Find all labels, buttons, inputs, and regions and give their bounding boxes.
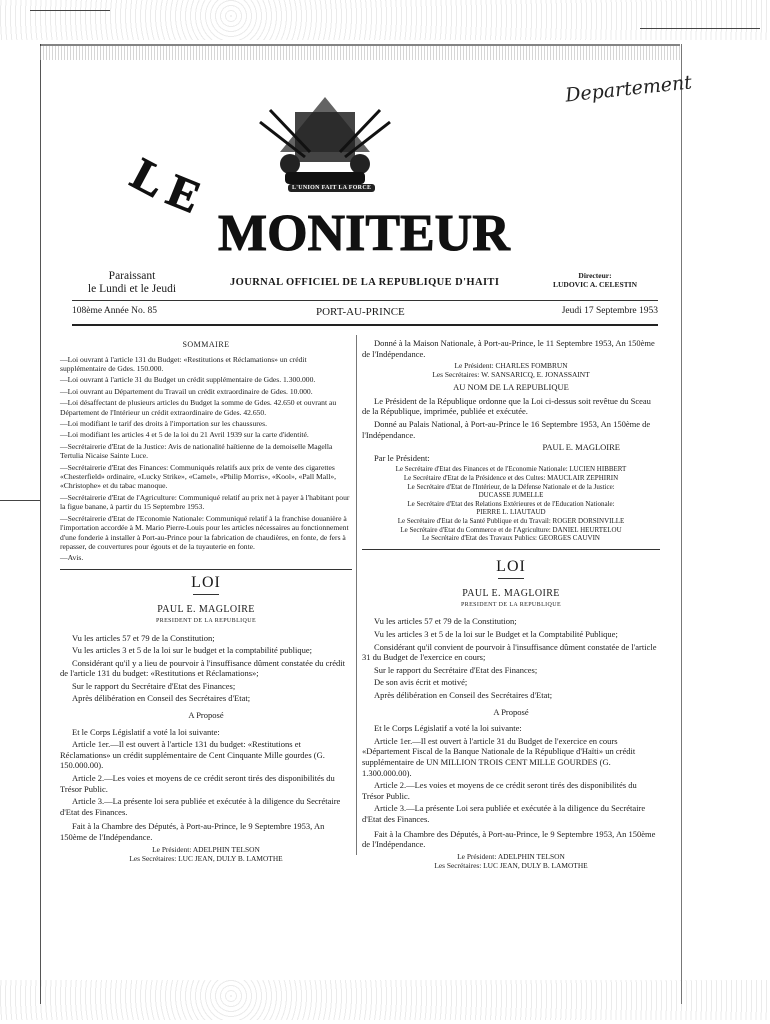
au-nom-heading: AU NOM DE LA REPUBLIQUE [453,382,569,393]
fait-paragraph: Fait à la Chambre des Députés, à Port-au-Prince, le 9 Septembre 1953, An 150ème de l'Indépendance. [362,828,656,850]
short-rule [193,594,219,595]
section-rule [362,549,660,550]
signature-secretaries: Les Secrétaires: LUC JEAN, DULY B. LAMOTHE [129,853,283,863]
coat-of-arms-icon [260,97,390,184]
page-top-border [40,44,680,60]
preamble-paragraph: Considérant qu'il convient de pourvoir à l'insuffisance dûment constatée de l'article 31 du Budget de l'exercice en cours; [362,641,657,663]
sommaire-item: —Loi modifiant les articles 4 et 5 de la loi du 21 Avril 1939 sur la carte d'identité. [60,430,309,440]
publication-schedule [72,270,192,296]
minister-line: Le Secrétaire d'Etat des Travaux Publics: GEORGES CAUVIN [422,534,600,543]
left-column [60,338,352,863]
corps-line: Et le Corps Législatif a voté la loi suivante: [72,726,220,737]
header-rule-bottom [72,324,658,326]
minister-line: PIERRE L. LIAUTAUD [476,508,546,517]
preamble-paragraph: Sur le rapport du Secrétaire d'Etat des Finances; [374,664,538,675]
title-letter-E: E [160,163,208,223]
preamble-paragraph: Vu les articles 3 et 5 de la loi sur le Budget et la Comptabilité Publique; [374,629,618,640]
minister-line: Le Secrétaire d'Etat des Finances et de l'Economie Nationale: LUCIEN HIBBERT [395,465,627,474]
sommaire-list [60,355,352,563]
minister-line: Le Secrétaire d'Etat du Commerce et de l'Agriculture: DANIEL HEURTELOU [400,525,622,534]
chamber-president: Le Président: CHARLES FOMBRUN [454,361,568,371]
header-rule-top [72,300,658,301]
ordonne-paragraph: Le Président de la République ordonne que la Loi ci-dessus soit revêtue du Sceau de la République, imprimée, publiée et exécutée. [362,395,651,417]
preamble-paragraph: De son avis écrit et motivé; [374,677,468,688]
schedule-line-1: Paraissant [108,270,156,282]
issue-city: PORT-AU-PRINCE [316,306,405,318]
director-name: LUDOVIC A. CELESTIN [553,280,637,289]
donne-palais-paragraph: Donné au Palais National, à Port-au-Prince le 16 Septembre 1953, An 150ème de l'Indépendance. [362,418,651,440]
preamble-paragraph: Sur le rapport du Secrétaire d'Etat des Finances; [72,680,236,691]
corps-line: Et le Corps Législatif a voté la loi suivante: [374,723,522,734]
article-paragraph: Article 3.—La présente loi sera publiée et exécutée à la diligence du Secrétaire d'Etat des Finances. [60,796,341,817]
director-label: Directeur: [578,271,612,280]
preamble-paragraph: Vu les articles 3 et 5 de la loi sur le budget et la comptabilité publique; [72,645,313,656]
preamble-paragraph: Après délibération en Conseil des Secrétaires d'Etat; [374,690,553,701]
ministers-list [362,465,660,542]
donne-paragraph: Donné à la Maison Nationale, à Port-au-Prince, le 11 Septembre 1953, An 150ème de l'Indépendance. [362,338,655,359]
fait-paragraph: Fait à la Chambre des Députés, à Port-au-Prince, le 9 Septembre 1953, An 150ème de l'Indépendance. [60,821,325,842]
scan-mark [0,500,40,501]
president-name: PAUL E. MAGLOIRE [462,588,560,600]
minister-line: Le Secrétaire d'Etat de l'Intérieur, de la Défense Nationale et de la Justice: [407,482,615,491]
loi-heading: LOI [496,557,526,575]
preamble-paragraph: Considérant qu'il y a lieu de pourvoir à l'insuffisance dûment constatée du crédit de l'article 131 du budget: «Restitutions et Réclamations»; [60,657,345,679]
masthead [100,92,540,262]
president-title: PRESIDENT DE LA REPUBLIQUE [460,601,562,608]
minister-line: Le Secrétaire d'Etat des Relations Extérieures et de l'Education Nationale: [407,499,615,508]
handwritten-annotation: Departement [564,71,693,107]
sommaire-item: —Secrétairerie d'Etat de l'Economie Nationale: Communiqué relatif à la franchise douanière à l'importation accordée à M. Mario Pierre-Louis pour les articles nécessaires au fonctionnement d'une fonderie à installer à Port-au-Prince pour la fabrication de chaudières, en fonte, de fers à repasser, de couvertures pour égouts et de la tuyauterie en fonte. [60,513,349,551]
sommaire-item: —Secrétairerie d'Etat des Finances: Communiqués relatifs aux prix de vente des cigarettes «Chesterfield» ordinaire, «Lucky Strike», «Camel», «Philip Morris», «Kool», «Pall Mall», «Christophe» et du tabac manoque. [60,462,337,491]
masthead-title-graphic [100,92,540,262]
scan-mark [640,28,760,29]
president-name: PAUL E. MAGLOIRE [157,604,255,616]
issue-line [72,306,658,320]
propose-line: A Proposé [188,710,224,721]
article-paragraph: Article 1er.—Il est ouvert à l'article 131 du budget: «Restitutions et Réclamations» un crédit supplémentaire de Cent Cinquante Mille gourdes (G. 150.000.00). [60,739,325,771]
loi-heading: LOI [191,573,221,591]
right-column [362,338,660,870]
propose-line: A Proposé [493,706,529,717]
minister-line: Le Secrétaire d'Etat de la Santé Publique et du Travail: ROGER DORSINVILLE [397,516,625,525]
section-rule [60,569,352,570]
sommaire-item: —Secrétairerie d'Etat de l'Agriculture: Communiqué relatif au prix net à payer à l'habitant pour la figue banane, à partir du 15 Septembre 1953. [60,492,350,512]
article-paragraph: Article 1er.—Il est ouvert à l'article 31 du Budget de l'exercice en cours «Département Fiscal de la Banque Nationale de la République d'Haïti» un crédit supplémentaire de UN MILLION TROIS CENT MILLE GOURDES (G. 1.300.000.00). [362,735,636,778]
minister-line: Le Secrétaire d'Etat de la Présidence et des Cultes: MAUCLAIR ZEPHIRIN [403,473,619,482]
scan-mark [30,10,110,11]
sommaire-item: —Secrétairerie d'Etat de la Justice: Avis de nationalité haïtienne de la demoiselle Magella Tertulia Nicaise Sainte Luce. [60,441,333,461]
sommaire-item: —Loi désaffectant de plusieurs articles du Budget la somme de Gdes. 42.650 et ouvrant au Département de l'Intérieur un crédit extraordinaire de Gdes. 42.650. [60,398,337,417]
chamber-secretaries: Les Secrétaires: W. SANSARICQ, E. JONASSAINT [432,370,590,380]
issue-date: Jeudi 17 Septembre 1953 [561,306,658,316]
sommaire-item: —Loi ouvrant au Département du Travail un crédit extraordinaire de Gdes. 10.000. [60,386,313,396]
president-title: PRESIDENT DE LA REPUBLIQUE [155,617,257,624]
director-block [535,271,655,289]
preamble-paragraph: Après délibération en Conseil des Secrétaires d'Etat; [72,693,251,704]
issue-number: 108ème Année No. 85 [72,306,157,316]
preamble-paragraph: Vu les articles 57 et 79 de la Constitution; [374,616,517,627]
column-divider [356,335,357,855]
schedule-line-2: le Lundi et le Jeudi [87,283,177,295]
scan-noise-top [0,0,770,40]
sommaire-item: —Loi ouvrant à l'article 131 du Budget: «Restitutions et Réclamations» un crédit supplémentaire de Gdes. 150.000. [60,354,307,373]
preamble-paragraph: Vu les articles 57 et 79 de la Constitution; [72,632,215,643]
journal-subtitle: JOURNAL OFFICIEL DE LA REPUBLIQUE D'HAITI [230,277,500,288]
sommaire-title: SOMMAIRE [182,340,230,349]
minister-line: DUCASSE JUMELLE [478,491,544,500]
signature-magloire: PAUL E. MAGLOIRE [542,442,620,453]
short-rule [498,578,524,579]
motto-ribbon: L'UNION FAIT LA FORCE [288,184,375,192]
article-paragraph: Article 2.—Les voies et moyens de ce crédit seront tirés des disponibilités du Trésor Public. [60,773,335,794]
sommaire-item: —Loi ouvrant à l'article 31 du Budget un crédit supplémentaire de Gdes. 1.300.000. [60,375,316,385]
title-word-moniteur: MONITEUR [218,205,510,262]
par-le-president: Par le Président: [374,452,430,463]
article-paragraph: Article 2.—Les voies et moyens de ce crédit seront tirés des disponibilités du Trésor Public. [362,780,637,801]
signature-president: Le Président: ADELPHIN TELSON [152,844,260,854]
signature-president: Le Président: ADELPHIN TELSON [457,851,565,861]
article-paragraph: Article 3.—La présente Loi sera publiée et exécutée à la diligence du Secrétaire d'Etat des Finances. [362,803,646,824]
sommaire-item: —Loi modifiant le tarif des droits à l'importation sur les chaussures. [60,419,267,429]
sommaire-item: —Avis. [60,553,84,563]
title-letter-L: L [123,147,175,208]
signature-secretaries: Les Secrétaires: LUC JEAN, DULY B. LAMOTHE [434,860,588,870]
